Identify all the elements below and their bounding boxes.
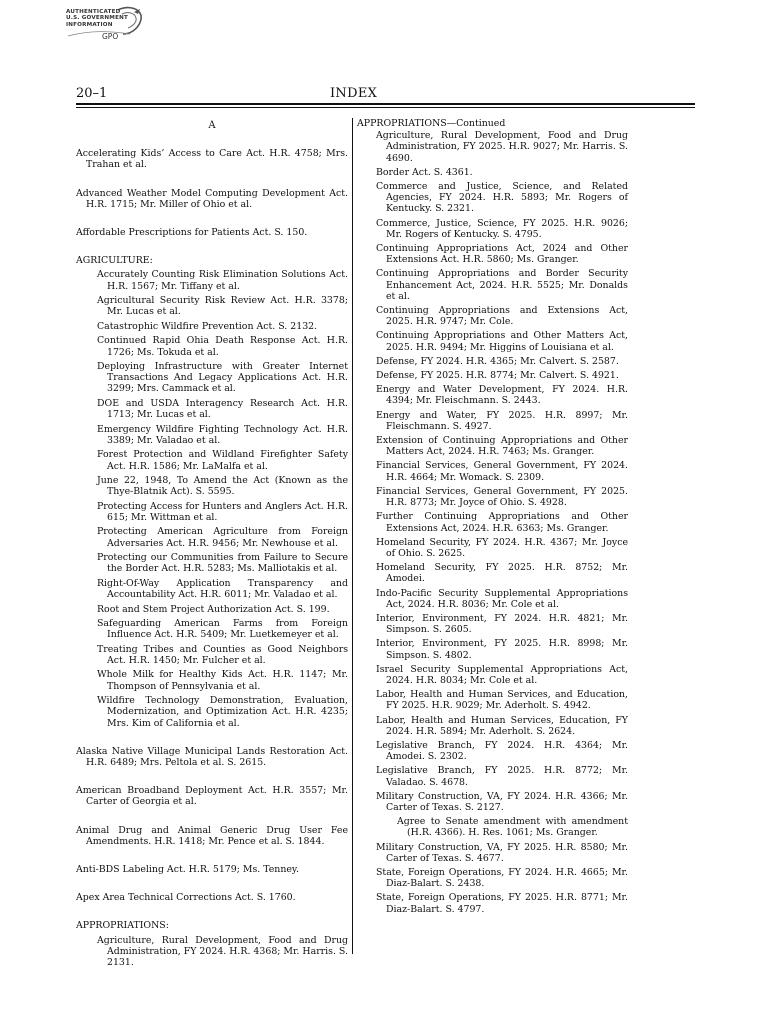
index-heading: AGRICULTURE: <box>76 255 153 267</box>
index-subentry: Labor, Health and Human Services, and Education, FY 2025. H.R. 9029; Mr. Aderholt. S. 4942. <box>376 689 628 712</box>
index-subentry: Legislative Branch, FY 2024. H.R. 4364; Mr. Amodei. S. 2302. <box>376 739 628 763</box>
index-heading: APPROPRIATIONS—Continued <box>357 118 506 129</box>
right-column <box>357 118 628 918</box>
index-subentry: Interior, Environment, FY 2024. H.R. 4821; Mr. Simpson. S. 2605. <box>376 612 628 636</box>
index-subentry: Continuing Appropriations and Extensions Act, 2025. H.R. 9747; Mr. Cole. <box>376 305 628 328</box>
index-subentry: Safeguarding American Farms from Foreign Influence Act. H.R. 5409; Mr. Luetkemeyer et al. <box>97 618 348 641</box>
index-subentry: Financial Services, General Government, FY 2025. H.R. 8773; Mr. Joyce of Ohio. S. 4928. <box>376 485 628 509</box>
authentication-text: AUTHENTICATED U.S. GOVERNMENT INFORMATION <box>66 9 128 28</box>
index-subentry: DOE and USDA Interagency Research Act. H.R. 1713; Mr. Lucas et al. <box>97 397 348 421</box>
index-subentry: Defense, FY 2025. H.R. 8774; Mr. Calvert. S. 4921. <box>376 370 619 382</box>
index-subentry: June 22, 1948, To Amend the Act (Known as the Thye-Blatnik Act). S. 5595. <box>97 475 348 498</box>
index-subentry: Protecting American Agriculture from Foreign Adversaries Act. H.R. 9456; Mr. Newhouse et al. <box>97 526 348 549</box>
index-subentry: Energy and Water, FY 2025. H.R. 8997; Mr. Fleischmann. S. 4927. <box>376 409 628 432</box>
index-entry: Affordable Prescriptions for Patients Act. S. 150. <box>76 227 308 239</box>
index-subentry: Wildfire Technology Demonstration, Evaluation, Modernization, and Optimization Act. H.R. 4235; Mrs. Kim of California et al. <box>97 695 348 729</box>
index-subentry: Whole Milk for Healthy Kids Act. H.R. 1147; Mr. Thompson of Pennsylvania et al. <box>97 669 348 692</box>
index-entry: Advanced Weather Model Computing Development Act. H.R. 1715; Mr. Miller of Ohio et al. <box>76 187 348 210</box>
gpo-authentication-logo <box>60 4 152 46</box>
index-subentry: Energy and Water Development, FY 2024. H.R. 4394; Mr. Fleischmann. S. 2443. <box>376 384 628 407</box>
index-subentry: Agree to Senate amendment with amendment (H.R. 4366). H. Res. 1061; Ms. Granger. <box>397 816 628 839</box>
running-head: INDEX <box>330 86 378 101</box>
left-column <box>76 118 348 972</box>
gpo-mark: GPO <box>102 32 119 41</box>
index-subentry: Military Construction, VA, FY 2025. H.R. 8580; Mr. Carter of Texas. S. 4677. <box>376 841 628 864</box>
index-subentry: Labor, Health and Human Services, Education, FY 2024. H.R. 5894; Mr. Aderholt. S. 2624. <box>376 714 628 737</box>
index-subentry: Israel Security Supplemental Appropriations Act, 2024. H.R. 8034; Mr. Cole et al. <box>376 663 628 686</box>
index-entry: Apex Area Technical Corrections Act. S. 1760. <box>76 892 296 904</box>
index-subentry: Accurately Counting Risk Elimination Solutions Act. H.R. 1567; Mr. Tiffany et al. <box>97 269 348 292</box>
section-letter: A <box>208 120 216 131</box>
index-heading: APPROPRIATIONS: <box>76 920 169 932</box>
index-entry: American Broadband Deployment Act. H.R. 3557; Mr. Carter of Georgia et al. <box>76 785 348 808</box>
index-subentry: Treating Tribes and Counties as Good Neighbors Act. H.R. 1450; Mr. Fulcher et al. <box>97 643 348 666</box>
index-subentry: Military Construction, VA, FY 2024. H.R. 4366; Mr. Carter of Texas. S. 2127. <box>376 790 628 813</box>
index-subentry: Continuing Appropriations and Border Security Enhancement Act, 2024. H.R. 5525; Mr. Donalds et al. <box>376 268 628 302</box>
header-rule-thick <box>76 103 695 105</box>
index-subentry: Continued Rapid Ohia Death Response Act. H.R. 1726; Ms. Tokuda et al. <box>97 335 348 358</box>
index-subentry: Agriculture, Rural Development, Food and Drug Administration, FY 2025. H.R. 9027; Mr. Harris. S. 4690. <box>376 130 628 164</box>
index-subentry: Catastrophic Wildfire Prevention Act. S. 2132. <box>97 320 318 332</box>
index-subentry: Interior, Environment, FY 2025. H.R. 8998; Mr. Simpson. S. 4802. <box>376 638 628 661</box>
index-subentry: State, Foreign Operations, FY 2025. H.R. 8771; Mr. Diaz-Balart. S. 4797. <box>376 892 628 915</box>
index-subentry: Protecting Access for Hunters and Anglers Act. H.R. 615; Mr. Wittman et al. <box>97 500 348 523</box>
index-subentry: Deploying Infrastructure with Greater Internet Transactions And Legacy Applications Act. H.R. 3299; Mrs. Cammack et al. <box>97 361 348 395</box>
index-subentry: Agricultural Security Risk Review Act. H.R. 3378; Mr. Lucas et al. <box>97 295 348 318</box>
header-rule-thin <box>76 107 695 108</box>
index-subentry: Commerce and Justice, Science, and Related Agencies, FY 2024. H.R. 5893; Mr. Rogers of Kentucky. S. 2321. <box>376 181 628 215</box>
index-entry: Alaska Native Village Municipal Lands Restoration Act. H.R. 6489; Mrs. Peltola et al. S. 2615. <box>76 745 348 768</box>
index-subentry: Homeland Security, FY 2024. H.R. 4367; Mr. Joyce of Ohio. S. 2625. <box>376 536 628 559</box>
index-subentry: State, Foreign Operations, FY 2024. H.R. 4665; Mr. Diaz-Balart. S. 2438. <box>376 866 628 890</box>
index-subentry: Continuing Appropriations Act, 2024 and Other Extensions Act. H.R. 5860; Ms. Granger. <box>376 243 628 266</box>
index-subentry: Homeland Security, FY 2025. H.R. 8752; Mr. Amodei. <box>376 562 628 585</box>
index-subentry: Protecting our Communities from Failure to Secure the Border Act. H.R. 5283; Ms. Malliotakis et al. <box>97 552 348 575</box>
index-subentry: Root and Stem Project Authorization Act. S. 199. <box>97 603 330 615</box>
column-divider <box>352 118 353 954</box>
index-entry: Animal Drug and Animal Generic Drug User Fee Amendments. H.R. 1418; Mr. Pence et al. S. 1844. <box>76 824 348 847</box>
index-subentry: Commerce, Justice, Science, FY 2025. H.R. 9026; Mr. Rogers of Kentucky. S. 4795. <box>376 217 628 240</box>
index-subentry: Further Continuing Appropriations and Other Extensions Act, 2024. H.R. 6363; Ms. Granger. <box>376 511 628 534</box>
index-subentry: Agriculture, Rural Development, Food and Drug Administration, FY 2024. H.R. 4368; Mr. Harris. S. 2131. <box>97 934 348 969</box>
index-subentry: Extension of Continuing Appropriations and Other Matters Act, 2024. H.R. 7463; Ms. Granger. <box>376 435 628 458</box>
page-number: 20–1 <box>76 86 108 101</box>
index-subentry: Defense, FY 2024. H.R. 4365; Mr. Calvert. S. 2587. <box>376 355 619 367</box>
index-subentry: Indo-Pacific Security Supplemental Appropriations Act, 2024. H.R. 8036; Mr. Cole et al. <box>376 587 628 610</box>
index-subentry: Right-Of-Way Application Transparency and Accountability Act. H.R. 6011; Mr. Valadao et al. <box>97 577 348 601</box>
index-subentry: Continuing Appropriations and Other Matters Act, 2025. H.R. 9494; Mr. Higgins of Louisiana et al. <box>376 330 628 353</box>
index-subentry: Forest Protection and Wildland Firefighter Safety Act. H.R. 1586; Mr. LaMalfa et al. <box>97 449 348 472</box>
index-subentry: Financial Services, General Government, FY 2024. H.R. 4664; Mr. Womack. S. 2309. <box>376 460 628 483</box>
index-subentry: Legislative Branch, FY 2025. H.R. 8772; Mr. Valadao. S. 4678. <box>376 765 628 788</box>
index-entry: Anti-BDS Labeling Act. H.R. 5179; Ms. Tenney. <box>76 864 299 875</box>
index-subentry: Border Act. S. 4361. <box>376 166 473 178</box>
index-subentry: Emergency Wildfire Fighting Technology Act. H.R. 3389; Mr. Valadao et al. <box>97 423 348 446</box>
index-entry: Accelerating Kids’ Access to Care Act. H.R. 4758; Mrs. Trahan et al. <box>76 148 348 171</box>
